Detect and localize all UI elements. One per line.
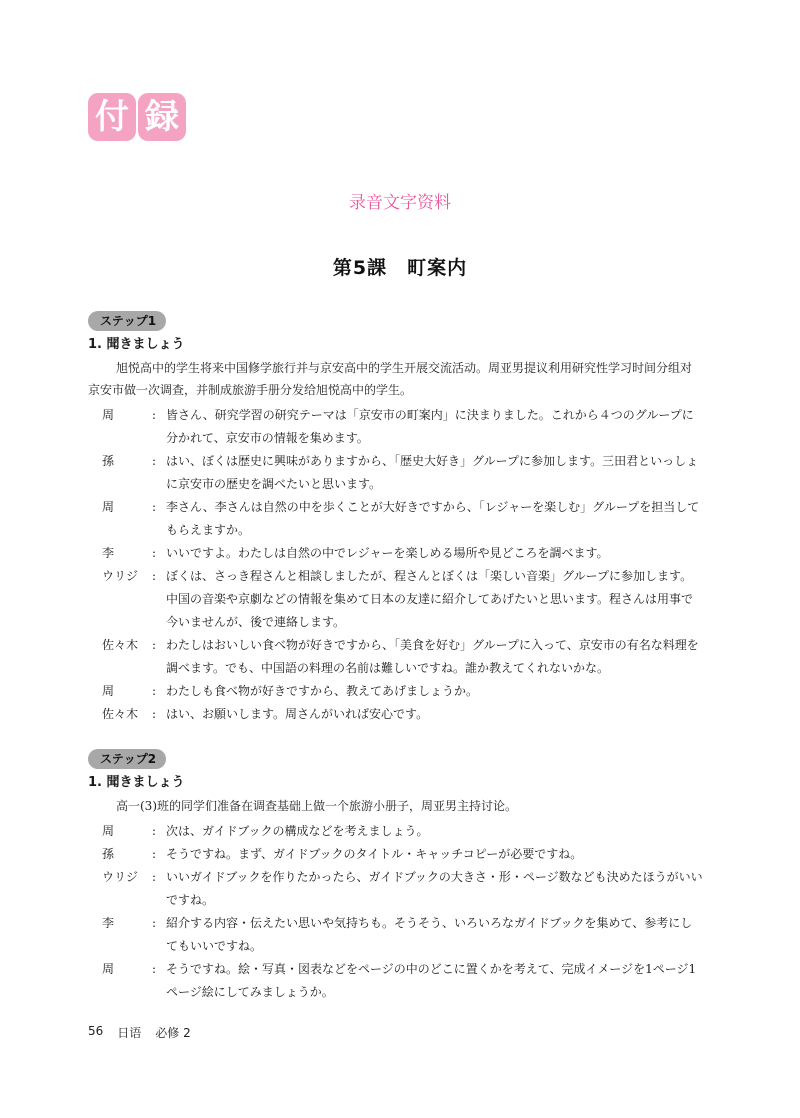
dialogue-line: 周 : 次は、ガイドブックの構成などを考えましょう。 [88, 820, 703, 843]
dialogue-line: 孫 : はい、ぼくは歴史に興味がありますから、「歴史大好き」グループに参加します。三田君といっしょに京安市の歴史を調べたいと思います。 [88, 450, 703, 496]
speaker: 周 [102, 684, 115, 698]
page-footer [88, 1024, 191, 1041]
dialogue [88, 820, 703, 1004]
speaker: 周 [102, 500, 115, 514]
speech: 次は、ガイドブックの構成などを考えましょう。 [166, 824, 429, 838]
dialogue-line: 佐々木 : はい、お願いします。周さんがいれば安心です。 [88, 703, 703, 726]
speaker: 周 [102, 824, 115, 838]
dialogue-line: 孫 : そうですね。まず、ガイドブックのタイトル・キャッチコピーが必要ですね。 [88, 843, 703, 866]
intro-paragraph: 旭悦高中的学生将来中国修学旅行并与京安高中的学生开展交流活动。周亚男提议利用研究性学习时间分组对京安市做一次调查，并制成旅游手册分发给旭悦高中的学生。 [88, 361, 693, 397]
dialogue-line: 周 : 李さん、李さんは自然の中を歩くことが大好きですから、「レジャーを楽しむ」グループを担当してもらえますか。 [88, 496, 703, 542]
dialogue-line: 李 : いいですよ。わたしは自然の中でレジャーを楽しめる場所や見どころを調べます。 [88, 542, 703, 565]
dialogue [88, 404, 703, 726]
speech: そうですね。まず、ガイドブックのタイトル・キャッチコピーが必要ですね。 [166, 847, 583, 861]
speech: はい、ぼくは歴史に興味がありますから、「歴史大好き」グループに参加します。三田君といっしょに京安市の歴史を調べたいと思います。 [166, 454, 699, 491]
dialogue-line: ウリジ : ぼくは、さっき程さんと相談しましたが、程さんとぼくは「楽しい音楽」グループに参加します。中国の音楽や京劇などの情報を集めて日本の友達に紹介してあげたいと思います。程さんは用事で今いませんが、後で連絡します。 [88, 565, 703, 634]
speech: いいですよ。わたしは自然の中でレジャーを楽しめる場所や見どころを調べます。 [166, 546, 609, 560]
step-badge: ステップ1 [88, 311, 166, 331]
speaker: ウリジ [102, 569, 139, 583]
speech: そうですね。絵・写真・図表などをページの中のどこに置くかを考えて、完成イメージを1ページ1ページ絵にしてみましょうか。 [166, 962, 697, 999]
exercise-heading: 1. 聞きましょう [88, 775, 185, 790]
speaker: 周 [102, 962, 115, 976]
speaker: 李 [102, 916, 115, 930]
page-number: 56 [88, 1024, 104, 1038]
page-title: 第5課 町案内 [332, 257, 468, 279]
speech: いいガイドブックを作りたかったら、ガイドブックの大きさ・形・ページ数なども決めたほうがいいですね。 [166, 870, 703, 907]
intro-paragraph: 高一(3)班的同学们准备在调查基础上做一个旅游小册子，周亚男主持讨论。 [116, 799, 518, 813]
appendix-char: 付 [88, 93, 136, 141]
book-volume: 必修 2 [155, 1026, 191, 1040]
speech: 皆さん、研究学習の研究テーマは「京安市の町案内」に決まりました。これから４つのグループに分かれて、京安市の情報を集めます。 [166, 408, 694, 445]
speech: わたしはおいしい食べ物が好きですから、「美食を好む」グループに入って、京安市の有名な料理を調べます。でも、中国語の料理の名前は難しいですね。誰か教えてくれないかな。 [166, 638, 699, 675]
speaker: 佐々木 [102, 707, 139, 721]
step-badge: ステップ2 [88, 749, 166, 769]
speaker: 周 [102, 408, 115, 422]
dialogue-line: 佐々木 : わたしはおいしい食べ物が好きですから、「美食を好む」グループに入って、京安市の有名な料理を調べます。でも、中国語の料理の名前は難しいですね。誰か教えてくれないかな。 [88, 634, 703, 680]
dialogue-line: ウリジ : いいガイドブックを作りたかったら、ガイドブックの大きさ・形・ページ数なども決めたほうがいいですね。 [88, 866, 703, 912]
speaker: 李 [102, 546, 115, 560]
appendix-char: 録 [138, 93, 186, 141]
speech: はい、お願いします。周さんがいれば安心です。 [166, 707, 429, 721]
section-step1 [88, 310, 703, 726]
speaker: 佐々木 [102, 638, 139, 652]
speech: ぼくは、さっき程さんと相談しましたが、程さんとぼくは「楽しい音楽」グループに参加します。中国の音楽や京劇などの情報を集めて日本の友達に紹介してあげたいと思います。程さんは用事で今いませんが、後で連絡します。 [166, 569, 694, 629]
section-step2 [88, 748, 703, 1004]
speaker: ウリジ [102, 870, 139, 884]
dialogue-line: 李 : 紹介する内容・伝えたい思いや気持ちも。そうそう、いろいろなガイドブックを集めて、参考にしてもいいですね。 [88, 912, 703, 958]
appendix-badge [88, 93, 186, 141]
speech: 紹介する内容・伝えたい思いや気持ちも。そうそう、いろいろなガイドブックを集めて、参考にしてもいいですね。 [166, 916, 693, 953]
dialogue-line: 周 : 皆さん、研究学習の研究テーマは「京安市の町案内」に決まりました。これから４つのグループに分かれて、京安市の情報を集めます。 [88, 404, 703, 450]
speech: 李さん、李さんは自然の中を歩くことが大好きですから、「レジャーを楽しむ」グループを担当してもらえますか。 [166, 500, 700, 537]
speaker: 孫 [102, 847, 115, 861]
exercise-heading: 1. 聞きましょう [88, 337, 185, 352]
page-subtitle: 录音文字资料 [349, 193, 451, 213]
speech: わたしも食べ物が好きですから、教えてあげましょうか。 [166, 684, 479, 698]
speaker: 孫 [102, 454, 115, 468]
dialogue-line: 周 : わたしも食べ物が好きですから、教えてあげましょうか。 [88, 680, 703, 703]
dialogue-line: 周 : そうですね。絵・写真・図表などをページの中のどこに置くかを考えて、完成イメージを1ページ1ページ絵にしてみましょうか。 [88, 958, 703, 1004]
book-title: 日语 [117, 1026, 142, 1040]
